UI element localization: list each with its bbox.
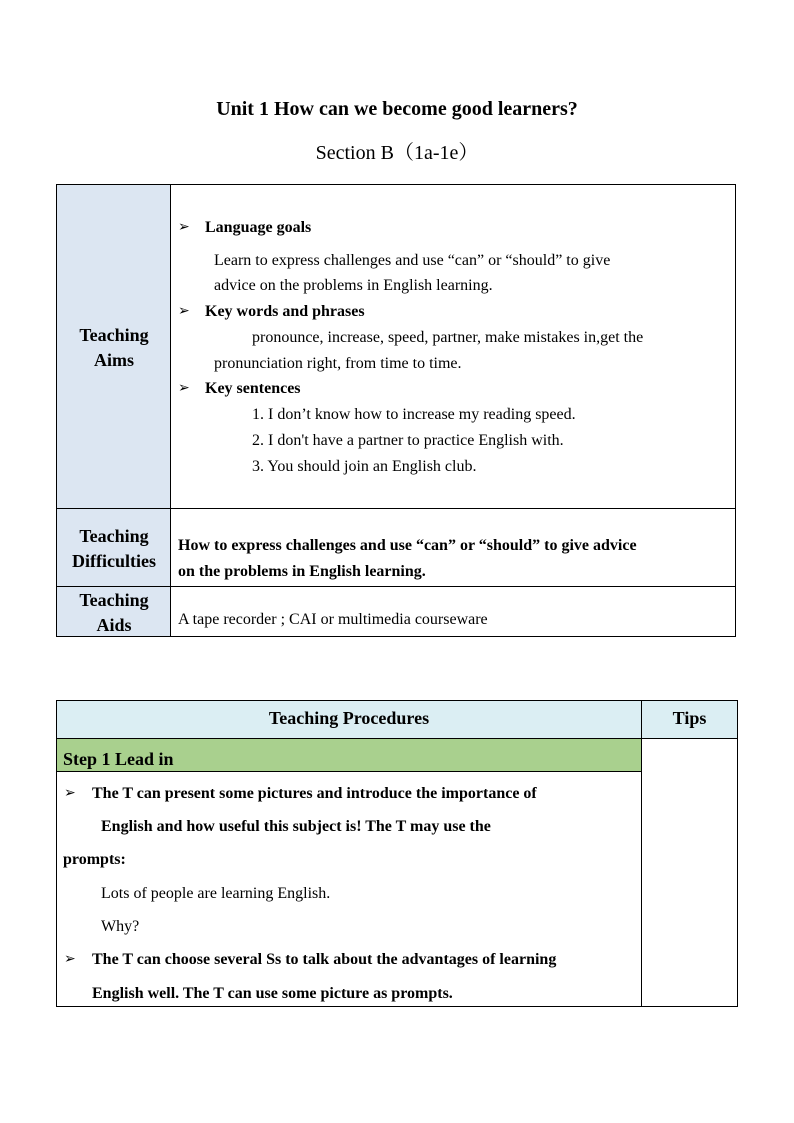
key-sentences-heading: Key sentences (205, 380, 301, 397)
divider (56, 586, 736, 587)
key-sentence: 3. You should join an English club. (252, 458, 477, 475)
aids-label: Aids (96, 615, 132, 635)
page-title: Unit 1 How can we become good learners? (216, 98, 578, 120)
key-sentence: 1. I don’t know how to increase my reading speed. (252, 406, 576, 423)
difficulties-label: Teaching (79, 526, 149, 546)
difficulties-text: on the problems in English learning. (178, 563, 426, 580)
procedures-header: Teaching Procedures (268, 708, 430, 728)
arrow-bullet-icon: ➢ (64, 786, 76, 801)
aids-label: Teaching (79, 590, 149, 610)
arrow-bullet-icon: ➢ (178, 381, 190, 396)
tips-header: Tips (672, 708, 707, 728)
aims-label: Aims (94, 350, 134, 370)
difficulties-label: Difficulties (72, 551, 156, 571)
key-words-heading: Key words and phrases (205, 303, 365, 320)
aids-text: A tape recorder ; CAI or multimedia courseware (178, 611, 488, 628)
procedure-text: The T can present some pictures and introduce the importance of (92, 785, 537, 802)
difficulties-label-cell (57, 509, 171, 586)
key-sentence: 2. I don't have a partner to practice English with. (252, 432, 564, 449)
prompt-text: Why? (101, 918, 140, 935)
divider (56, 508, 736, 509)
column-divider (641, 700, 642, 1007)
arrow-bullet-icon: ➢ (178, 220, 190, 235)
procedure-text: prompts: (63, 851, 126, 868)
procedure-text: English and how useful this subject is! The T may use the (101, 818, 491, 835)
procedure-text: English well. The T can use some picture as prompts. (92, 985, 453, 1002)
aims-label: Teaching (79, 325, 149, 345)
language-goals-heading: Language goals (205, 219, 312, 236)
section-subtitle: Section B（1a-1e） (315, 142, 479, 164)
aims-label-cell (57, 185, 171, 508)
key-words-text: pronunciation right, from time to time. (214, 355, 462, 372)
language-goals-text: advice on the problems in English learning. (214, 277, 493, 294)
prompt-text: Lots of people are learning English. (101, 885, 331, 902)
procedure-text: The T can choose several Ss to talk about the advantages of learning (92, 951, 557, 968)
language-goals-text: Learn to express challenges and use “can” or “should” to give (214, 252, 611, 269)
key-words-text: pronounce, increase, speed, partner, make mistakes in,get the (252, 329, 644, 346)
arrow-bullet-icon: ➢ (178, 304, 190, 319)
arrow-bullet-icon: ➢ (64, 952, 76, 967)
step-1-title: Step 1 Lead in (63, 749, 174, 769)
difficulties-text: How to express challenges and use “can” or “should” to give advice (178, 537, 637, 554)
